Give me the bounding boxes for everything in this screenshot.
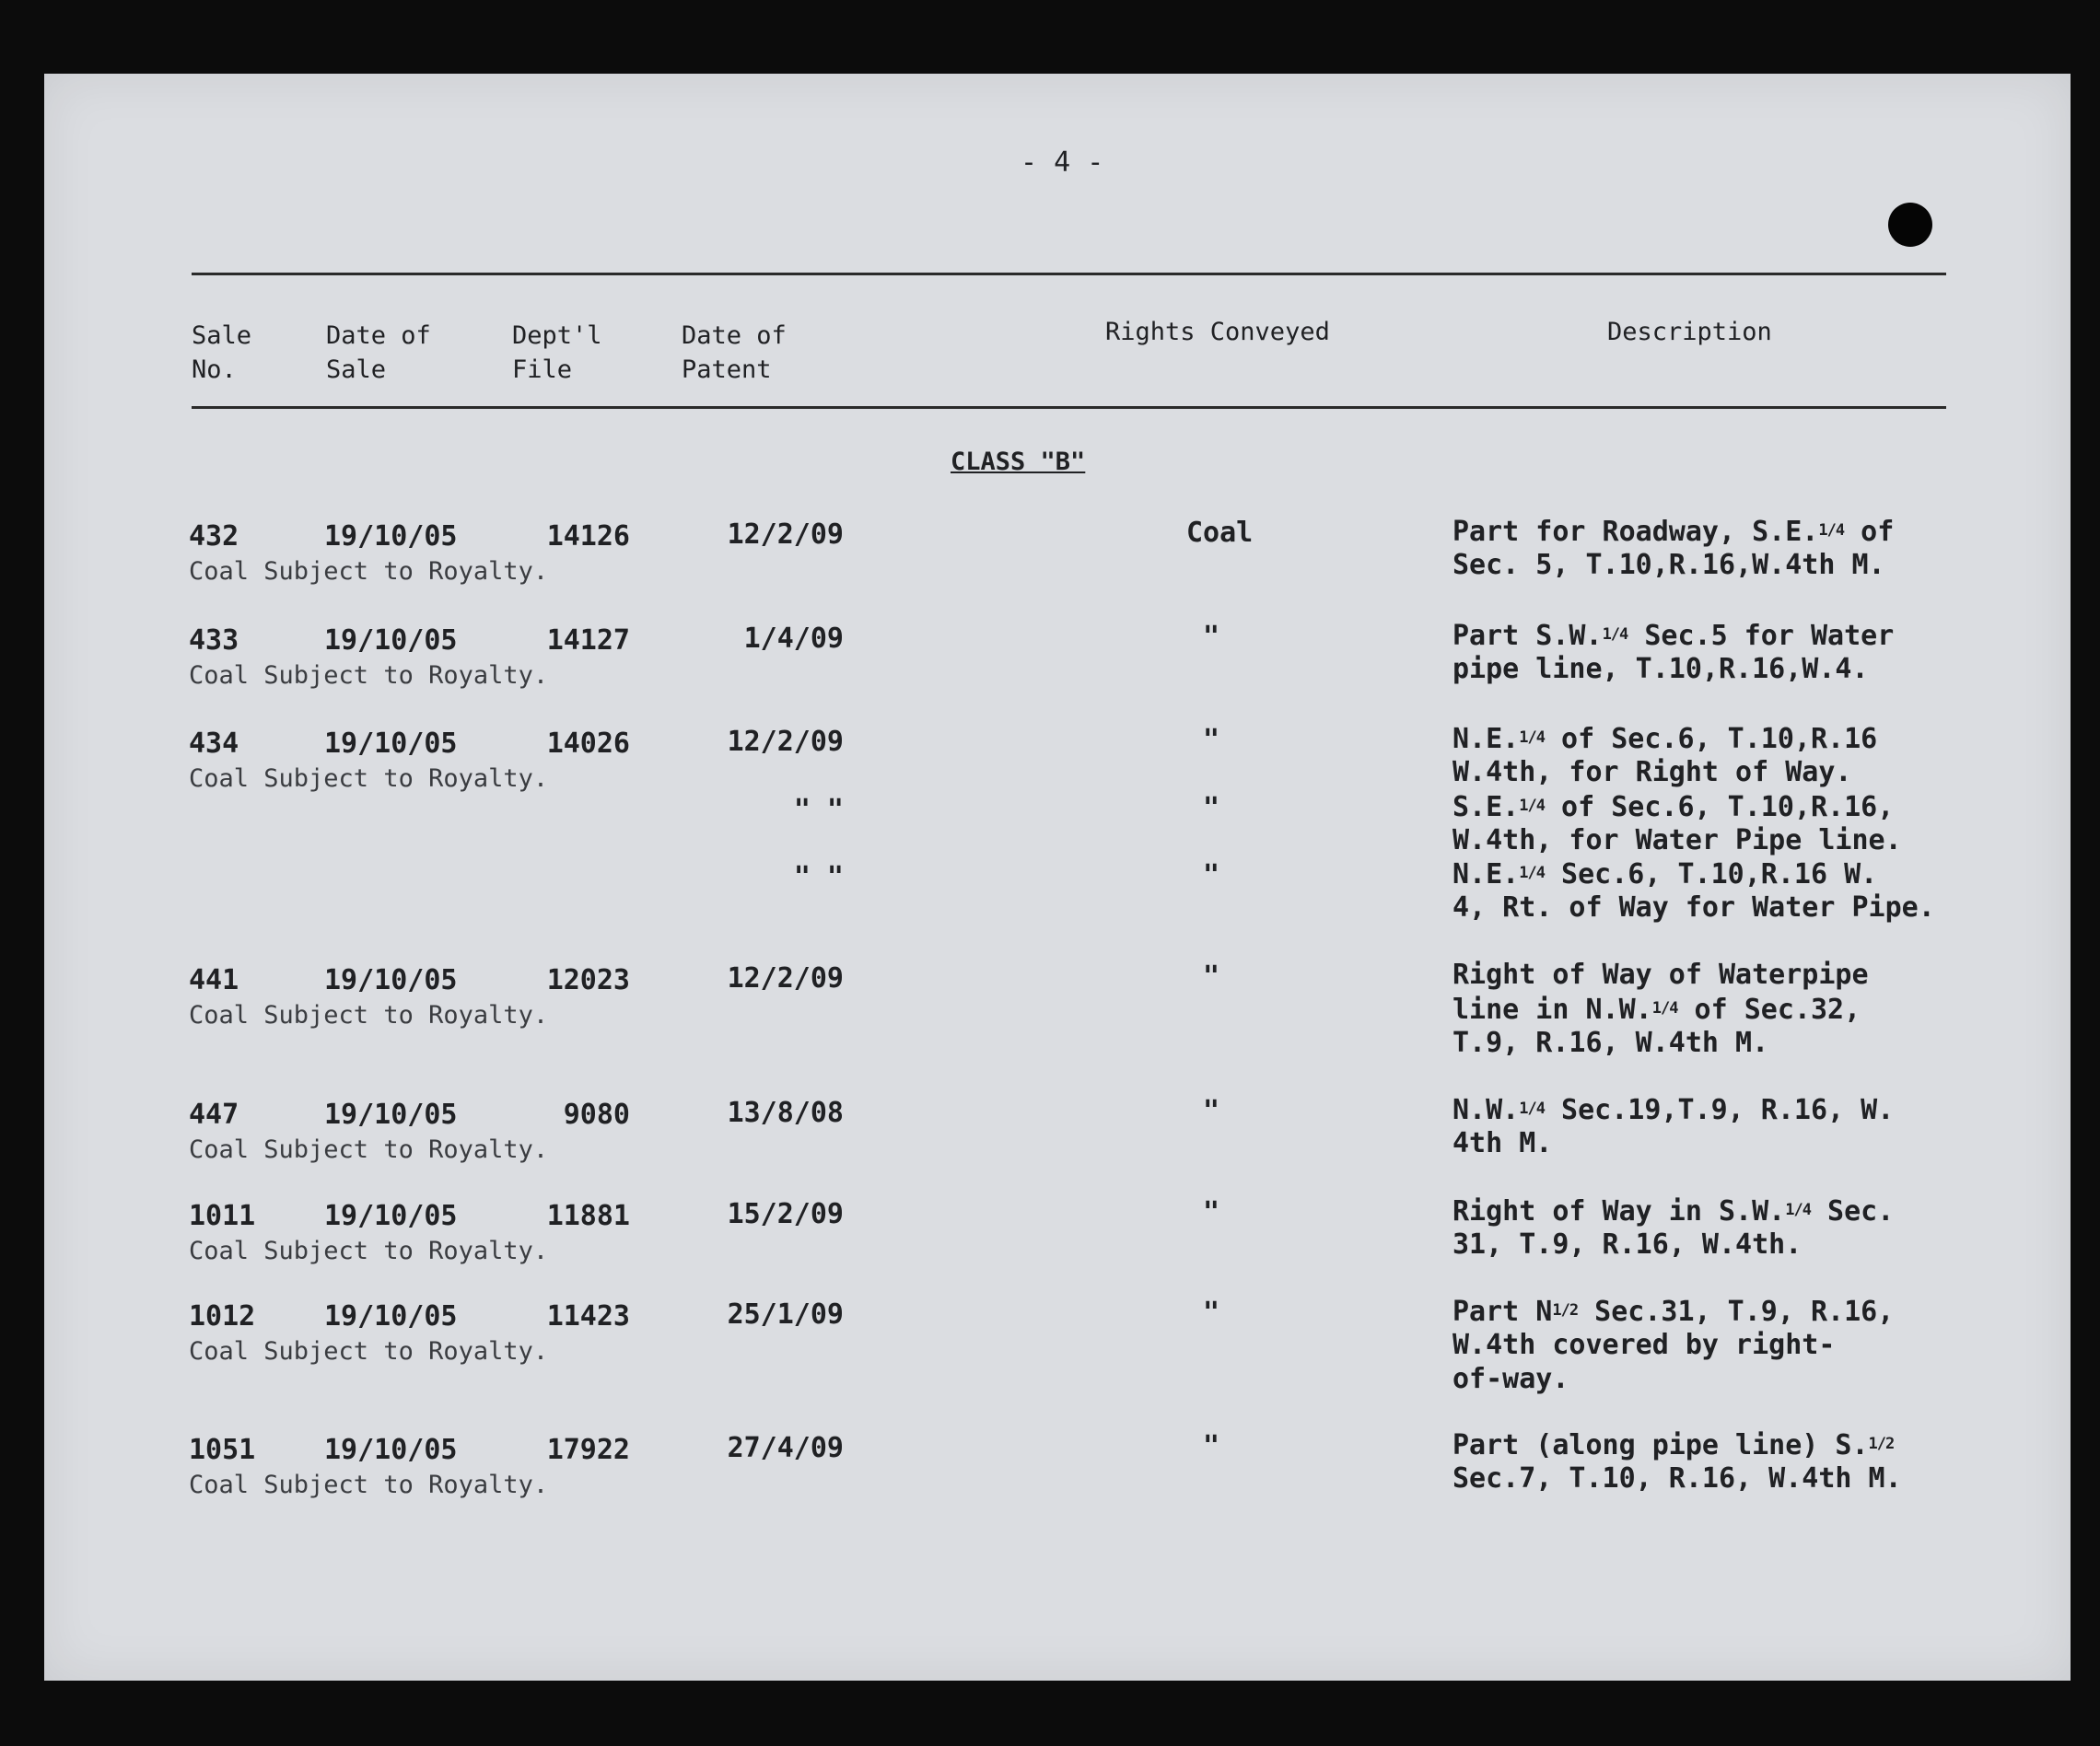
rights-conveyed: "	[1203, 1196, 1220, 1228]
page-number: - 4 -	[1021, 146, 1104, 179]
description-line: Part S.W.$^{1/4}$ Sec.5 for Water	[1452, 620, 1895, 652]
royalty-note: Coal Subject to Royalty.	[189, 1001, 549, 1030]
dept-file-number: 11881	[546, 1200, 630, 1232]
description-line: 4, Rt. of Way for Water Pipe.	[1452, 891, 1935, 924]
header-dept-file: Dept'l File	[512, 321, 602, 384]
dept-file-number: 9080	[563, 1099, 630, 1131]
sale-date: 19/10/05	[324, 964, 458, 996]
top-rule	[192, 273, 1946, 275]
patent-date: 27/4/09	[727, 1432, 844, 1464]
header-sale-no: Sale No.	[192, 321, 252, 384]
sale-date: 19/10/05	[324, 624, 458, 657]
description-line: Part (along pipe line) S.$^{1/2}$	[1452, 1429, 1895, 1461]
sale-date: 19/10/05	[324, 520, 458, 553]
document-sheet	[44, 74, 2071, 1681]
dept-file-number: 12023	[546, 964, 630, 996]
royalty-note: Coal Subject to Royalty.	[189, 661, 549, 690]
description-line: Sec. 5, T.10,R.16,W.4th M.	[1452, 549, 1885, 581]
description-line: T.9, R.16, W.4th M.	[1452, 1027, 1769, 1059]
description-line: Part $N^{1/2}$ Sec.31, T.9, R.16,	[1452, 1296, 1895, 1328]
sale-number: 433	[189, 624, 239, 657]
description-line: W.4th covered by right-	[1452, 1329, 1836, 1361]
description-line: of-way.	[1452, 1363, 1569, 1395]
header-rule	[192, 406, 1946, 409]
dept-file-number: 11423	[546, 1300, 630, 1333]
sale-date: 19/10/05	[324, 1099, 458, 1131]
sale-date: 19/10/05	[324, 728, 458, 760]
sale-date: 19/10/05	[324, 1434, 458, 1466]
description-line: line in N.W.$^{1/4}$ of Sec.32,	[1452, 994, 1861, 1026]
description-line: 4th M.	[1452, 1127, 1553, 1159]
royalty-note: Coal Subject to Royalty.	[189, 1135, 549, 1164]
patent-date: " "	[793, 861, 844, 893]
royalty-note: Coal Subject to Royalty.	[189, 557, 549, 586]
sale-number: 434	[189, 728, 239, 760]
sale-number: 441	[189, 964, 239, 996]
description-line: 31, T.9, R.16, W.4th.	[1452, 1228, 1802, 1261]
description-line: pipe line, T.10,R.16,W.4.	[1452, 653, 1869, 685]
description-line: Right of Way of Waterpipe	[1452, 959, 1869, 991]
description-line: N.W.$^{1/4}$ Sec.19,T.9, R.16, W.	[1452, 1094, 1895, 1126]
header-date-of-patent: Date of Patent	[682, 321, 787, 384]
description-line: Sec.7, T.10, R.16, W.4th M.	[1452, 1462, 1902, 1495]
description-line: W.4th, for Water Pipe line.	[1452, 824, 1902, 856]
royalty-note: Coal Subject to Royalty.	[189, 764, 549, 793]
rights-conveyed: "	[1203, 960, 1220, 993]
royalty-note: Coal Subject to Royalty.	[189, 1237, 549, 1265]
royalty-note: Coal Subject to Royalty.	[189, 1471, 549, 1499]
patent-date: 13/8/08	[727, 1097, 844, 1129]
rights-conveyed: "	[1203, 1297, 1220, 1329]
description-line: Right of Way in S.W.$^{1/4}$ Sec.	[1452, 1195, 1895, 1228]
patent-date: 12/2/09	[727, 518, 844, 551]
sale-number: 1051	[189, 1434, 256, 1466]
sale-date: 19/10/05	[324, 1200, 458, 1232]
description-line: W.4th, for Right of Way.	[1452, 756, 1852, 788]
dept-file-number: 14026	[546, 728, 630, 760]
rights-conveyed: "	[1203, 621, 1220, 653]
rights-conveyed: "	[1203, 859, 1220, 891]
rights-conveyed: "	[1203, 1095, 1220, 1127]
description-line: N.E.$^{1/4}$ Sec.6, T.10,R.16 W.	[1452, 858, 1878, 890]
header-date-of-sale: Date of Sale	[326, 321, 431, 384]
dept-file-number: 17922	[546, 1434, 630, 1466]
description-line: Part for Roadway, S.E.$^{1/4}$ of	[1452, 516, 1895, 548]
header-description: Description	[1607, 318, 1772, 346]
rights-conveyed: "	[1203, 1430, 1220, 1462]
rights-conveyed: Coal	[1186, 517, 1254, 549]
description-line: S.E.$^{1/4}$ of Sec.6, T.10,R.16,	[1452, 791, 1895, 823]
patent-date: 25/1/09	[727, 1298, 844, 1331]
class-label: CLASS "B"	[951, 448, 1086, 476]
patent-date: 15/2/09	[727, 1198, 844, 1230]
sale-number: 1012	[189, 1300, 256, 1333]
dept-file-number: 14127	[546, 624, 630, 657]
dept-file-number: 14126	[546, 520, 630, 553]
patent-date: 12/2/09	[727, 962, 844, 995]
description-line: N.E.$^{1/4}$ of Sec.6, T.10,R.16	[1452, 723, 1878, 755]
rights-conveyed: "	[1203, 724, 1220, 756]
patent-date: 1/4/09	[743, 623, 844, 655]
sale-date: 19/10/05	[324, 1300, 458, 1333]
rights-conveyed: "	[1203, 792, 1220, 824]
royalty-note: Coal Subject to Royalty.	[189, 1337, 549, 1366]
sale-number: 447	[189, 1099, 239, 1131]
sale-number: 1011	[189, 1200, 256, 1232]
patent-date: 12/2/09	[727, 726, 844, 758]
punch-hole	[1888, 203, 1932, 247]
sale-number: 432	[189, 520, 239, 553]
patent-date: " "	[793, 794, 844, 826]
header-rights-conveyed: Rights Conveyed	[1105, 318, 1330, 346]
